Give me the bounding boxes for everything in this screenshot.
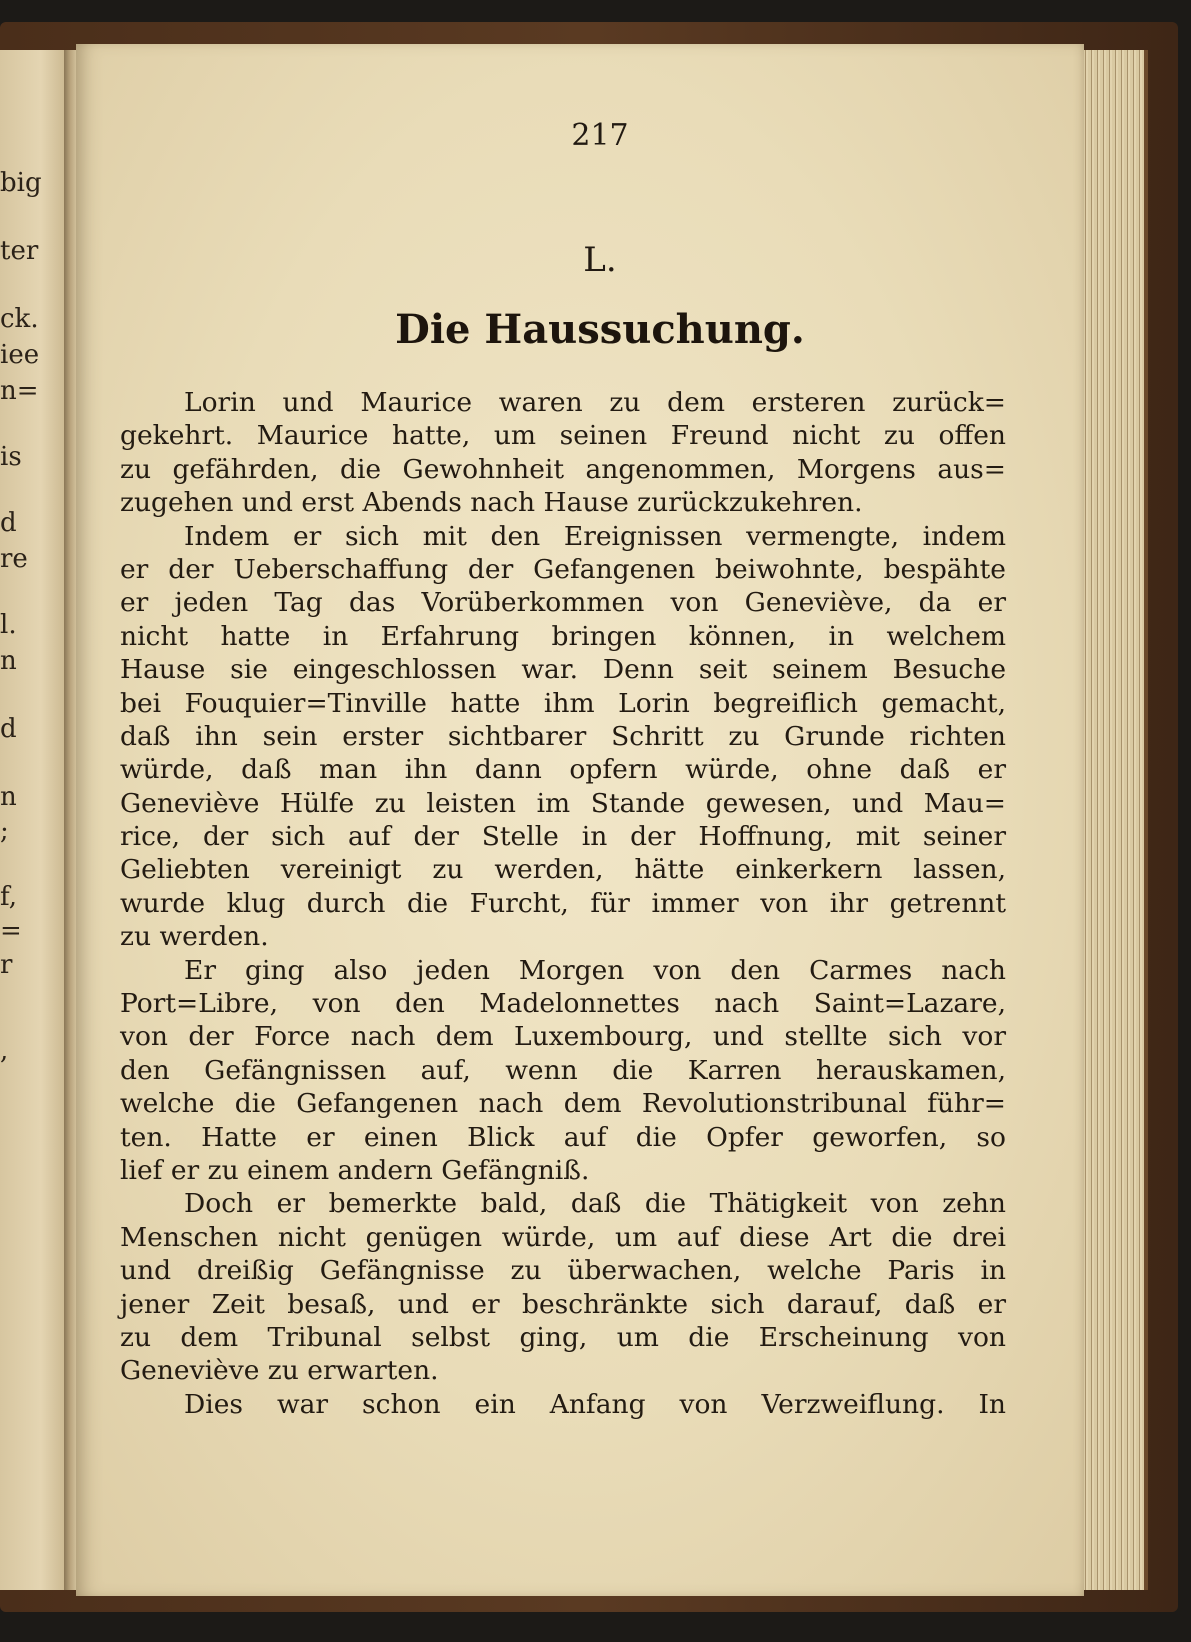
left-page-fragment: , <box>0 1036 9 1066</box>
left-page-fragment: d <box>0 714 17 744</box>
text-line: er der Ueberschaffung der Gefangenen beiwohnte, bespähte <box>120 553 1006 585</box>
left-page-fragment: ter <box>0 236 39 266</box>
text-line: Geneviève zu erwarten. <box>120 1355 439 1387</box>
text-line: bei Fouquier=Tinville hatte ihm Lorin begreiflich gemacht, <box>120 687 1006 719</box>
left-page-fragment: r <box>0 950 13 980</box>
text-line: ten. Hatte er einen Blick auf die Opfer geworfen, so <box>120 1121 1006 1153</box>
text-line: Er ging also jeden Morgen von den Carmes nach <box>184 954 1006 986</box>
left-page-fragment: big <box>0 168 42 198</box>
left-page-fragment: f, <box>0 882 17 912</box>
text-line: jener Zeit besaß, und er beschränkte sich darauf, daß er <box>120 1288 1006 1320</box>
text-line: zu dem Tribunal selbst ging, um die Erscheinung von <box>120 1321 1006 1353</box>
text-line: wurde klug durch die Furcht, für immer von ihr getrennt <box>120 887 1006 919</box>
page-edges <box>1082 50 1148 1590</box>
text-line: Doch er bemerkte bald, daß die Thätigkeit von zehn <box>184 1188 1006 1220</box>
book-page <box>76 44 1084 1596</box>
text-line: würde, daß man ihn dann opfern würde, ohne daß er <box>120 754 1006 786</box>
text-line: zu gefährden, die Gewohnheit angenommen, Morgens aus= <box>120 453 1006 485</box>
body-text <box>120 386 1006 1421</box>
page-number: 217 <box>571 118 629 153</box>
left-page-fragment: n <box>0 782 17 812</box>
left-page-fragment: d <box>0 508 17 538</box>
text-line: Hause sie eingeschlossen war. Denn seit seinem Besuche <box>120 654 1006 686</box>
text-line: nicht hatte in Erfahrung bringen können, in welchem <box>120 620 1006 652</box>
text-line: und dreißig Gefängnisse zu überwachen, welche Paris in <box>120 1255 1006 1287</box>
text-line: Dies war schon ein Anfang von Verzweiflung. In <box>184 1388 1006 1420</box>
left-page-fragment: = <box>0 916 22 946</box>
left-page-fragment: ck. <box>0 304 39 334</box>
left-page-fragment: n <box>0 646 17 676</box>
previous-page-edge <box>0 50 68 1590</box>
left-page-fragment: is <box>0 442 22 472</box>
left-page-fragment: iee <box>0 340 40 370</box>
left-page-fragment: ; <box>0 816 9 846</box>
text-line: lief er zu einem andern Gefängniß. <box>120 1154 590 1186</box>
text-line: von der Force nach dem Luxembourg, und stellte sich vor <box>120 1021 1006 1053</box>
text-line: zu werden. <box>120 921 269 953</box>
text-line: welche die Gefangenen nach dem Revolutionstribunal führ= <box>120 1088 1006 1120</box>
text-line: Geliebten vereinigt zu werden, hätte einkerkern lassen, <box>120 854 1006 886</box>
left-page-fragment: n= <box>0 376 39 406</box>
text-line: Indem er sich mit den Ereignissen vermengte, indem <box>184 520 1006 552</box>
chapter-number: L. <box>583 240 617 280</box>
text-line: den Gefängnissen auf, wenn die Karren herauskamen, <box>120 1054 1006 1086</box>
text-line: zugehen und erst Abends nach Hause zurückzukehren. <box>120 487 863 519</box>
text-line: gekehrt. Maurice hatte, um seinen Freund nicht zu offen <box>120 420 1006 452</box>
text-line: daß ihn sein erster sichtbarer Schritt zu Grunde richten <box>120 720 1006 752</box>
text-line: er jeden Tag das Vorüberkommen von Geneviève, da er <box>120 587 1006 619</box>
text-line: rice, der sich auf der Stelle in der Hoffnung, mit seiner <box>120 821 1006 853</box>
left-page-fragment: re <box>0 544 28 574</box>
left-page-fragment: l. <box>0 610 17 640</box>
text-line: Lorin und Maurice waren zu dem ersteren zurück= <box>184 387 1006 418</box>
chapter-title: Die Haussuchung. <box>395 306 805 353</box>
text-line: Menschen nicht genügen würde, um auf diese Art die drei <box>120 1221 1006 1253</box>
text-line: Geneviève Hülfe zu leisten im Stande gewesen, und Mau= <box>120 787 1006 819</box>
text-line: Port=Libre, von den Madelonnettes nach Saint=Lazare, <box>120 988 1006 1020</box>
